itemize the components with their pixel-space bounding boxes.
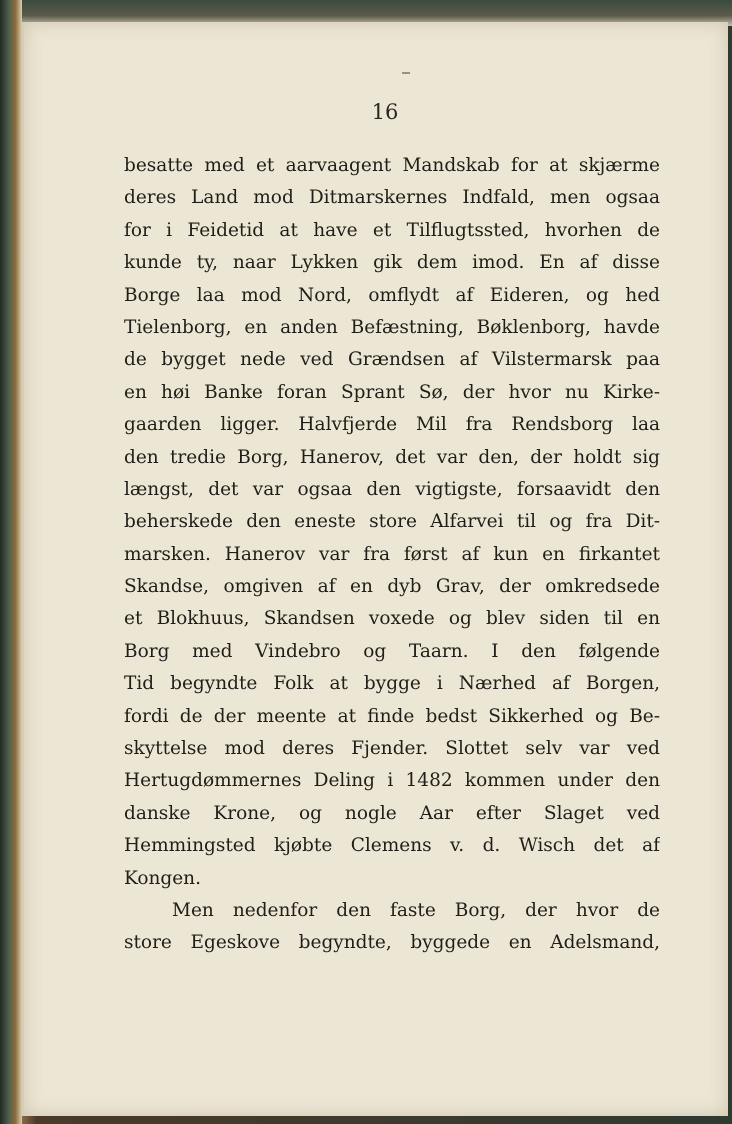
text-line: de bygget nede ved Grændsen af Vilstermarsk paa — [124, 349, 660, 371]
text-line: Borge laa mod Nord, omflydt af Eideren, og hed — [124, 284, 660, 306]
page-number: 16 — [371, 100, 399, 124]
text-line: kunde ty, naar Lykken gik dem imod. En af disse — [124, 252, 660, 274]
text-line: deres Land mod Ditmarskernes Indfald, men ogsaa — [124, 187, 660, 209]
text-line: Tid begyndte Folk at bygge i Nærhed af Borgen, — [124, 673, 660, 695]
text-line: danske Krone, og nogle Aar efter Slaget ved — [124, 802, 660, 824]
text-line: beherskede den eneste store Alfarvei til og fra Dit- — [124, 511, 660, 533]
text-line: Kongen. — [124, 867, 201, 889]
text-line: Men nedenfor den faste Borg, der hvor de — [172, 899, 660, 921]
text-line: den tredie Borg, Hanerov, det var den, der holdt sig — [124, 446, 660, 468]
book-spine — [0, 0, 22, 1124]
text-line: Skandse, omgiven af en dyb Grav, der omkredsede — [124, 576, 660, 598]
ink-mark — [402, 72, 410, 74]
text-line: besatte med et aarvaagent Mandskab for at skjærme — [124, 155, 660, 176]
text-line: skyttelse mod deres Fjender. Slottet selv var ved — [124, 738, 660, 760]
text-line: Borg med Vindebro og Taarn. I den følgende — [124, 640, 660, 662]
text-line: Tielenborg, en anden Befæstning, Bøklenborg, havde — [124, 316, 660, 338]
body-text — [124, 150, 660, 960]
text-line: Hertugdømmernes Deling i 1482 kommen under den — [124, 770, 660, 792]
text-line: marsken. Hanerov var fra først af kun en firkantet — [124, 543, 660, 565]
text-line: fordi de der meente at finde bedst Sikkerhed og Be- — [124, 705, 660, 727]
text-line: Hemmingsted kjøbte Clemens v. d. Wisch det af — [124, 835, 660, 857]
text-line: gaarden ligger. Halvfjerde Mil fra Rendsborg laa — [124, 414, 660, 436]
text-line: længst, det var ogsaa den vigtigste, forsaavidt den — [124, 478, 660, 500]
text-line: store Egeskove begyndte, byggede en Adelsmand, — [124, 932, 660, 954]
text-line: en høi Banke foran Sprant Sø, der hvor nu Kirke- — [124, 381, 660, 403]
text-line: et Blokhuus, Skandsen voxede og blev siden til en — [124, 608, 660, 630]
text-line: for i Feidetid at have et Tilflugtssted, hvorhen de — [124, 219, 660, 241]
